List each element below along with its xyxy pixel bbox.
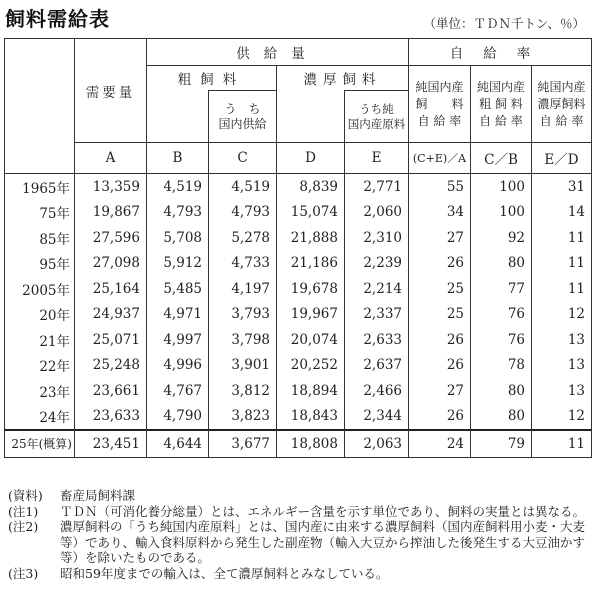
- letter-ss-concentrate: E／D: [532, 143, 592, 174]
- note-key: (注2): [8, 519, 39, 534]
- table-row: [5, 327, 592, 353]
- cell-ss-concentrate: 13: [532, 353, 592, 379]
- cell-ss-concentrate: 12: [532, 302, 592, 328]
- cell-coarse-domestic: 3,798: [209, 327, 277, 353]
- cell-ss-total: 25: [409, 276, 471, 302]
- row-year: 25年(概算): [5, 430, 75, 457]
- cell-ss-total: 26: [409, 327, 471, 353]
- cell-demand: 23,661: [75, 378, 147, 404]
- table-row: [5, 302, 592, 328]
- cell-concentrate-domestic: 2,466: [345, 378, 409, 404]
- cell-concentrate-domestic: 2,337: [345, 302, 409, 328]
- row-year: 24年: [5, 404, 75, 431]
- cell-ss-concentrate: 13: [532, 327, 592, 353]
- cell-concentrate-domestic: 2,344: [345, 404, 409, 431]
- cell-concentrate-domestic: 2,633: [345, 327, 409, 353]
- row-year: 95年: [5, 251, 75, 277]
- note-text: ＴＤＮ（可消化養分総量）とは、エネルギー含量を示す単位であり、飼料の実量とは異なる。: [60, 503, 586, 519]
- header-ss-concentrate-line3: 自 給 率: [539, 113, 584, 128]
- header-demand: 需要量: [75, 39, 147, 143]
- header-coarse-domestic-line2: 国内供給: [218, 116, 267, 131]
- row-year: 1965年: [5, 174, 75, 200]
- cell-ss-total: 26: [409, 251, 471, 277]
- cell-ss-concentrate: 14: [532, 200, 592, 226]
- cell-coarse-domestic: 3,677: [209, 430, 277, 457]
- cell-concentrate: 18,843: [277, 404, 345, 431]
- cell-coarse: 4,997: [147, 327, 209, 353]
- cell-coarse: 4,971: [147, 302, 209, 328]
- cell-demand: 25,071: [75, 327, 147, 353]
- note-text: 濃厚飼料の「うち純国内産原料」とは、国内産に由来する濃厚飼料（国内産飼料用小麦・大麦等）であり、輸入食料原料から発生した副産物（輸入大豆から搾油した後発生する大豆油かす等）を除いたものである。: [60, 519, 586, 565]
- table-row-estimate: [5, 430, 592, 457]
- header-ss-coarse: [471, 66, 532, 143]
- header-coarse-domestic: [209, 91, 277, 143]
- cell-ss-coarse: 78: [471, 353, 532, 379]
- cell-concentrate: 19,967: [277, 302, 345, 328]
- header-concentrate-domestic-line2: 国内産原料: [347, 116, 406, 131]
- cell-ss-concentrate: 11: [532, 430, 592, 457]
- letter-e: E: [345, 143, 409, 174]
- cell-ss-coarse: 80: [471, 404, 532, 431]
- unit-label: （単位：ＴＤＮ千トン、％）: [423, 16, 585, 31]
- cell-concentrate: 20,074: [277, 327, 345, 353]
- notes-section: [8, 488, 590, 581]
- header-ss-coarse-line3: 自 給 率: [479, 113, 523, 128]
- row-year: 2005年: [5, 276, 75, 302]
- header-ss-concentrate-line1: 純国内産: [537, 79, 586, 94]
- table-row: [5, 353, 592, 379]
- note-key: (資料): [8, 488, 43, 503]
- cell-demand: 25,164: [75, 276, 147, 302]
- cell-demand: 27,098: [75, 251, 147, 277]
- cell-concentrate-domestic: 2,060: [345, 200, 409, 226]
- header-supply: 供給量: [147, 39, 409, 66]
- header-ss-total: [409, 66, 471, 143]
- cell-ss-coarse: 79: [471, 430, 532, 457]
- header-concentrate-domestic: [345, 91, 409, 143]
- row-year: 23年: [5, 378, 75, 404]
- header-ss-total-line2: 飼 料: [415, 96, 464, 111]
- cell-coarse: 4,790: [147, 404, 209, 431]
- cell-coarse-domestic: 3,823: [209, 404, 277, 431]
- header-coarse: 粗飼料: [147, 66, 277, 91]
- table-row: [5, 225, 592, 251]
- letter-ss-total: (C+E)／A: [409, 143, 471, 174]
- header-concentrate-domestic-line1: うち純: [359, 101, 394, 116]
- table-row: [5, 200, 592, 226]
- cell-coarse: 4,767: [147, 378, 209, 404]
- row-year: 85年: [5, 225, 75, 251]
- cell-coarse-domestic: 3,793: [209, 302, 277, 328]
- table-row: [5, 174, 592, 200]
- header-ss-concentrate-line2: 濃厚飼料: [537, 96, 586, 111]
- cell-ss-coarse: 80: [471, 378, 532, 404]
- cell-ss-total: 55: [409, 174, 471, 200]
- header-ss-total-line3: 自 給 率: [417, 113, 462, 128]
- cell-ss-total: 25: [409, 302, 471, 328]
- header-ss-coarse-line2: 粗 飼 料: [479, 96, 523, 111]
- cell-ss-concentrate: 31: [532, 174, 592, 200]
- header-coarse-domestic-line1: う ち: [224, 101, 261, 116]
- letter-ss-coarse: C／B: [471, 143, 532, 174]
- note-3: [8, 566, 590, 582]
- cell-concentrate-domestic: 2,239: [345, 251, 409, 277]
- cell-ss-coarse: 92: [471, 225, 532, 251]
- cell-demand: 19,867: [75, 200, 147, 226]
- table-row: [5, 378, 592, 404]
- note-text: 畜産局飼料課: [60, 488, 136, 503]
- cell-coarse-domestic: 4,793: [209, 200, 277, 226]
- cell-concentrate: 15,074: [277, 200, 345, 226]
- cell-ss-concentrate: 11: [532, 251, 592, 277]
- letter-d: D: [277, 143, 345, 174]
- cell-coarse-domestic: 3,901: [209, 353, 277, 379]
- header-ss-total-line1: 純国内産: [415, 79, 464, 94]
- cell-ss-total: 26: [409, 404, 471, 431]
- cell-coarse-domestic: 5,278: [209, 225, 277, 251]
- table-row: [5, 404, 592, 431]
- cell-concentrate-domestic: 2,310: [345, 225, 409, 251]
- corner-cell: [5, 39, 75, 174]
- row-year: 22年: [5, 353, 75, 379]
- cell-coarse: 4,793: [147, 200, 209, 226]
- letter-a: A: [75, 143, 147, 174]
- cell-ss-total: 24: [409, 430, 471, 457]
- header-ss-coarse-line1: 純国内産: [476, 79, 525, 94]
- cell-concentrate: 21,186: [277, 251, 345, 277]
- note-2: [8, 519, 590, 566]
- cell-ss-coarse: 76: [471, 327, 532, 353]
- cell-concentrate: 18,894: [277, 378, 345, 404]
- cell-demand: 24,937: [75, 302, 147, 328]
- header-self-sufficiency: 自給率: [409, 39, 592, 66]
- cell-ss-total: 34: [409, 200, 471, 226]
- feed-supply-table: [4, 38, 592, 458]
- cell-ss-coarse: 100: [471, 200, 532, 226]
- cell-demand: 23,633: [75, 404, 147, 431]
- cell-coarse-domestic: 3,812: [209, 378, 277, 404]
- note-key: (注3): [8, 565, 39, 581]
- cell-coarse: 5,485: [147, 276, 209, 302]
- cell-concentrate: 8,839: [277, 174, 345, 200]
- note-1: [8, 504, 590, 520]
- cell-coarse-domestic: 4,733: [209, 251, 277, 277]
- row-year: 20年: [5, 302, 75, 328]
- note-text: 昭和59年度までの輸入は、全て濃厚飼料とみなしている。: [60, 565, 389, 581]
- table-row: [5, 251, 592, 277]
- row-year: 75年: [5, 200, 75, 226]
- cell-ss-coarse: 80: [471, 251, 532, 277]
- cell-demand: 13,359: [75, 174, 147, 200]
- header-coarse-blank: [147, 91, 209, 143]
- cell-concentrate-domestic: 2,637: [345, 353, 409, 379]
- note-source: [8, 488, 590, 504]
- cell-demand: 25,248: [75, 353, 147, 379]
- cell-ss-coarse: 77: [471, 276, 532, 302]
- cell-ss-concentrate: 11: [532, 276, 592, 302]
- cell-demand: 27,596: [75, 225, 147, 251]
- cell-ss-total: 27: [409, 225, 471, 251]
- cell-concentrate: 21,888: [277, 225, 345, 251]
- cell-concentrate-domestic: 2,214: [345, 276, 409, 302]
- cell-concentrate-domestic: 2,771: [345, 174, 409, 200]
- cell-coarse-domestic: 4,197: [209, 276, 277, 302]
- page-title: 飼料需給表: [5, 7, 110, 31]
- cell-concentrate-domestic: 2,063: [345, 430, 409, 457]
- cell-concentrate: 19,678: [277, 276, 345, 302]
- cell-coarse: 4,519: [147, 174, 209, 200]
- table-body: [5, 174, 592, 431]
- note-key: (注1): [8, 503, 39, 519]
- cell-ss-concentrate: 11: [532, 225, 592, 251]
- cell-coarse: 5,708: [147, 225, 209, 251]
- cell-demand: 23,451: [75, 430, 147, 457]
- cell-coarse-domestic: 4,519: [209, 174, 277, 200]
- cell-coarse: 5,912: [147, 251, 209, 277]
- letter-b: B: [147, 143, 209, 174]
- cell-ss-total: 27: [409, 378, 471, 404]
- header-concentrate: 濃厚飼料: [277, 66, 409, 91]
- cell-ss-coarse: 76: [471, 302, 532, 328]
- cell-coarse: 4,644: [147, 430, 209, 457]
- cell-ss-concentrate: 12: [532, 404, 592, 431]
- cell-ss-total: 26: [409, 353, 471, 379]
- cell-concentrate: 18,808: [277, 430, 345, 457]
- header-concentrate-blank: [277, 91, 345, 143]
- cell-concentrate: 20,252: [277, 353, 345, 379]
- cell-ss-coarse: 100: [471, 174, 532, 200]
- letter-c: C: [209, 143, 277, 174]
- cell-ss-concentrate: 13: [532, 378, 592, 404]
- cell-coarse: 4,996: [147, 353, 209, 379]
- table-row: [5, 276, 592, 302]
- header-ss-concentrate: [532, 66, 592, 143]
- row-year: 21年: [5, 327, 75, 353]
